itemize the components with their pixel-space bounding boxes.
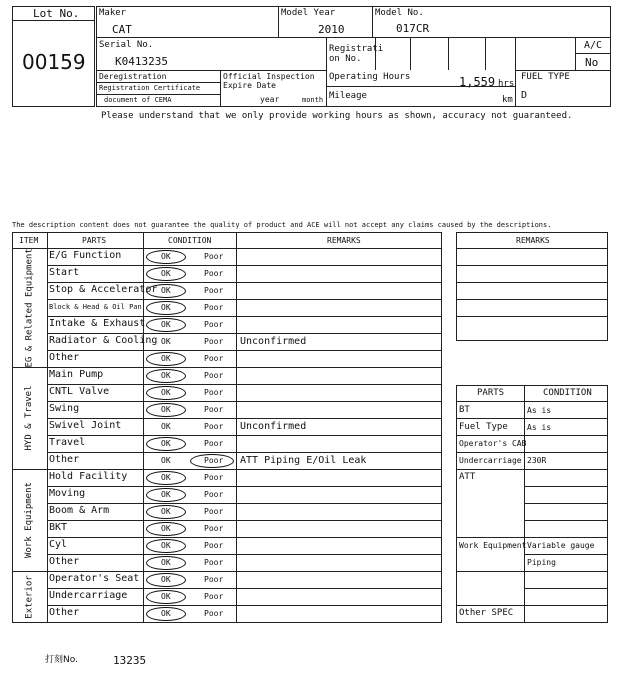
col-remarks: REMARKS: [327, 236, 361, 245]
condition-ok: OK: [161, 252, 171, 261]
model-year-value: 2010: [318, 23, 345, 36]
ok-circle-mark: [146, 556, 186, 570]
lot-number: 00159: [22, 50, 86, 74]
serial-label: Serial No.: [99, 40, 154, 50]
part-name: Radiator & Cooling: [49, 335, 158, 346]
ok-circle-mark: [146, 267, 186, 281]
condition-poor: Poor: [204, 269, 224, 278]
ok-circle-mark: [146, 522, 186, 536]
maker-label: Maker: [99, 8, 127, 18]
condition-ok: OK: [161, 286, 171, 295]
ok-circle-mark: [146, 403, 186, 417]
col-item: ITEM: [19, 236, 39, 245]
condition-poor: Poor: [204, 558, 224, 567]
part-name: Start: [49, 267, 80, 278]
condition-ok: OK: [161, 371, 171, 380]
right-parts-header: PARTS: [477, 388, 505, 398]
part-name: BKT: [49, 522, 68, 533]
condition-poor: Poor: [204, 609, 224, 618]
ac-label: A/C: [584, 40, 603, 51]
group-label: Exterior: [24, 574, 34, 619]
row-divider: [47, 452, 442, 453]
condition-poor: Poor: [204, 439, 224, 448]
ok-circle-mark: [146, 607, 186, 621]
part-name: Other: [49, 454, 80, 465]
condition-poor: Poor: [204, 422, 224, 431]
bt-value: As is: [527, 406, 552, 415]
condition-ok: OK: [161, 422, 171, 431]
row-divider: [47, 401, 442, 402]
condition-ok: OK: [161, 354, 171, 363]
row-remark: ATT Piping E/Oil Leak: [240, 455, 367, 466]
cema-label: document of CEMA: [104, 96, 172, 104]
att-label: ATT: [459, 472, 476, 482]
work-equipment-value-1: Variable gauge: [527, 541, 595, 550]
part-name: Boom & Arm: [49, 505, 110, 516]
mileage-label: Mileage: [329, 91, 367, 101]
condition-poor: Poor: [204, 252, 224, 261]
condition-poor: Poor: [204, 388, 224, 397]
condition-poor: Poor: [204, 354, 224, 363]
ok-circle-mark: [146, 284, 186, 298]
work-equipment-label: Work Equipment: [459, 541, 527, 550]
part-name: CNTL Valve: [49, 386, 110, 397]
condition-ok: OK: [161, 269, 171, 278]
model-no-label: Model No.: [375, 8, 424, 18]
col-condition: CONDITION: [168, 236, 212, 245]
row-divider: [47, 537, 442, 538]
row-divider: [47, 282, 442, 283]
accuracy-disclaimer: Please understand that we only provide working hours as shown, accuracy not guaranteed.: [101, 111, 573, 121]
part-name: Other: [49, 352, 80, 363]
condition-poor: Poor: [204, 405, 224, 414]
part-name: Stop & Accelerator: [49, 284, 158, 295]
part-name: Other: [49, 607, 80, 618]
ok-circle-mark: [146, 301, 186, 315]
condition-ok: OK: [161, 439, 171, 448]
row-divider: [47, 333, 442, 334]
condition-ok: OK: [161, 609, 171, 618]
row-divider: [47, 435, 442, 436]
part-name: Swivel Joint: [49, 420, 122, 431]
condition-ok: OK: [161, 320, 171, 329]
fuel-label: Fuel Type: [459, 422, 508, 432]
ok-circle-mark: [146, 318, 186, 332]
row-remark: Unconfirmed: [240, 336, 307, 347]
condition-ok: OK: [161, 473, 171, 482]
condition-poor: Poor: [204, 473, 224, 482]
poor-circle-mark: [190, 454, 234, 468]
row-divider: [47, 384, 442, 385]
ok-circle-mark: [146, 488, 186, 502]
deregistration-label: Deregistration: [99, 72, 167, 81]
part-name: Intake & Exhaust: [49, 318, 146, 329]
row-divider: [47, 350, 442, 351]
model-year-label: Model Year: [281, 8, 336, 18]
row-divider: [47, 520, 442, 521]
condition-ok: OK: [161, 490, 171, 499]
part-name: Swing: [49, 403, 80, 414]
condition-ok: OK: [161, 524, 171, 533]
ok-circle-mark: [146, 386, 186, 400]
condition-poor: Poor: [204, 320, 224, 329]
row-divider: [47, 299, 442, 300]
serial-value: K0413235: [115, 55, 168, 68]
registration-certificate-label: Registration Certificate: [99, 84, 201, 92]
undercarriage-value: 230R: [527, 456, 547, 465]
group-label: EG & Related Equipment: [24, 247, 34, 367]
condition-ok: OK: [161, 405, 171, 414]
condition-poor: Poor: [204, 490, 224, 499]
footer-label: 打刻No.: [45, 655, 78, 665]
ok-circle-mark: [146, 471, 186, 485]
ok-circle-mark: [146, 505, 186, 519]
condition-ok: OK: [161, 507, 171, 516]
condition-ok: OK: [161, 456, 171, 465]
maker-value: CAT: [112, 23, 132, 36]
condition-poor: Poor: [204, 456, 224, 465]
condition-ok: OK: [161, 388, 171, 397]
ok-circle-mark: [146, 352, 186, 366]
description-note: The description content does not guarantee the quality of product and ACE will not accept any claims caused by the descriptions.: [12, 221, 552, 229]
part-name: Undercarriage: [49, 590, 128, 601]
right-remarks-header: REMARKS: [516, 236, 550, 245]
row-divider: [47, 503, 442, 504]
operating-hours-label: Operating Hours: [329, 72, 411, 82]
row-divider: [47, 554, 442, 555]
undercarriage-label: Undercarriage: [459, 456, 522, 465]
bt-label: BT: [459, 405, 470, 415]
registration-label: Registrati on No.: [329, 44, 384, 64]
group-divider: [12, 571, 442, 572]
operating-hours-value: 1,559: [459, 75, 496, 89]
row-divider: [47, 605, 442, 606]
ok-circle-mark: [146, 590, 186, 604]
row-divider: [47, 316, 442, 317]
footer-value: 13235: [113, 654, 147, 667]
group-divider: [12, 469, 442, 470]
part-name: E/G Function: [49, 250, 122, 261]
other-spec-label: Other SPEC: [459, 608, 514, 618]
ok-circle-mark: [146, 437, 186, 451]
row-divider: [47, 588, 442, 589]
condition-poor: Poor: [204, 337, 224, 346]
condition-ok: OK: [161, 558, 171, 567]
condition-poor: Poor: [204, 575, 224, 584]
part-name: Other: [49, 556, 80, 567]
condition-poor: Poor: [204, 524, 224, 533]
col-parts: PARTS: [82, 236, 107, 245]
km-label: km: [502, 95, 513, 105]
condition-ok: OK: [161, 337, 171, 346]
part-name: Block & Head & Oil Pan: [49, 303, 142, 311]
ac-value: No: [585, 56, 599, 69]
hrs-label: hrs: [498, 79, 515, 89]
condition-poor: Poor: [204, 371, 224, 380]
group-label: HYD & Travel: [24, 385, 34, 451]
row-remark: Unconfirmed: [240, 421, 307, 432]
lot-label: Lot No.: [33, 7, 80, 20]
fuel-value: As is: [527, 423, 552, 432]
condition-ok: OK: [161, 303, 171, 312]
ok-circle-mark: [146, 573, 186, 587]
cab-label: Operator's CAB: [459, 439, 527, 448]
group-divider: [12, 367, 442, 368]
condition-ok: OK: [161, 541, 171, 550]
part-name: Main Pump: [49, 369, 104, 380]
condition-ok: OK: [161, 575, 171, 584]
work-equipment-value-2: Piping: [527, 558, 556, 567]
model-no-value: 017CR: [396, 22, 430, 35]
row-divider: [47, 486, 442, 487]
year-label: year: [260, 95, 280, 104]
part-name: Operator's Seat: [49, 573, 140, 584]
right-condition-header: CONDITION: [543, 388, 592, 398]
part-name: Cyl: [49, 539, 68, 550]
ok-circle-mark: [146, 250, 186, 264]
condition-poor: Poor: [204, 303, 224, 312]
month-label: month: [302, 96, 324, 104]
part-name: Travel: [49, 437, 86, 448]
ok-circle-mark: [146, 369, 186, 383]
fuel-type-label: FUEL TYPE: [521, 72, 570, 82]
part-name: Hold Facility: [49, 471, 128, 482]
condition-poor: Poor: [204, 507, 224, 516]
row-divider: [47, 418, 442, 419]
condition-poor: Poor: [204, 286, 224, 295]
condition-ok: OK: [161, 592, 171, 601]
condition-poor: Poor: [204, 541, 224, 550]
part-name: Moving: [49, 488, 86, 499]
group-label: Work Equipment: [24, 482, 34, 558]
fuel-type-value: D: [521, 90, 528, 101]
condition-poor: Poor: [204, 592, 224, 601]
inspection-label: Official Inspection Expire Date: [223, 72, 315, 90]
row-divider: [47, 265, 442, 266]
ok-circle-mark: [146, 539, 186, 553]
